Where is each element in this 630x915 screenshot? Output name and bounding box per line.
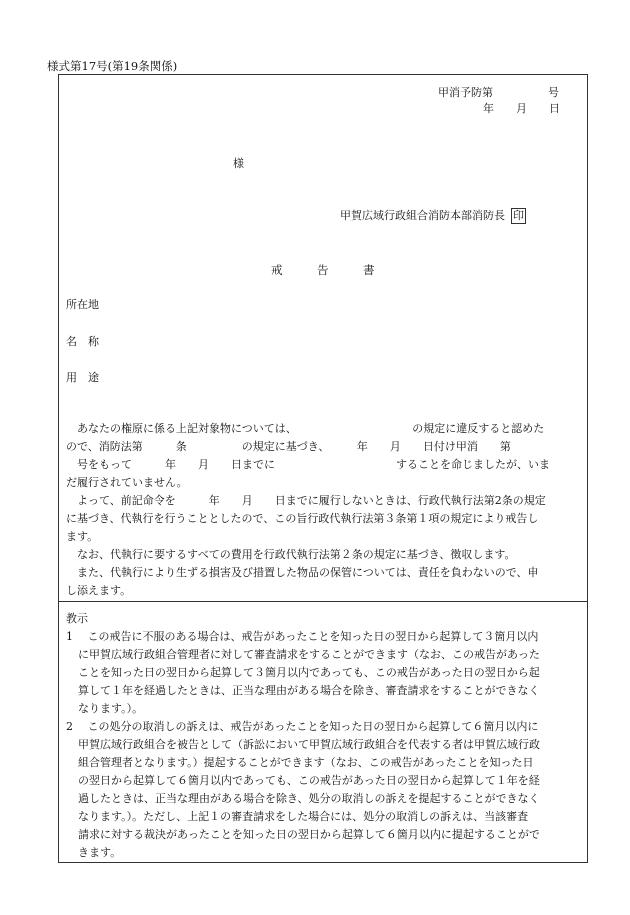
notice-item-2-line: 甲賀広域行政組合を被告として（訴訟において甲賀広域行政組合を代表する者は甲賀広域行政 [78, 738, 540, 751]
notice-item-2-line: なります。）。ただし、上記１の審査請求をした場合には、処分の取消しの訴えは、当該審査 [78, 810, 529, 823]
body-line: だ履行されていません。 [66, 476, 188, 489]
body-line: 号をもって 年 月 日までに することを命じましたが、いま [66, 458, 550, 471]
field-name-label: 名 称 [66, 335, 99, 348]
notice-item-2-line: 2 この処分の取消しの訴えは、戒告があったことを知った日の翌日から起算して６箇月以内に [66, 720, 539, 733]
issuer [340, 207, 526, 224]
document-title: 戒 告 書 [271, 263, 375, 277]
notice-item-1-line: に甲賀広域行政組合管理者に対して審査請求をすることができます（なお、この戒告があった [78, 648, 540, 661]
body-line: なお、代執行に要するすべての費用を行政代執行法第２条の規定に基づき、徴収します。 [66, 548, 516, 561]
notice-item-1-line: 1 この戒告に不服のある場合は、戒告があったことを知った日の翌日から起算して３箇月以内 [66, 630, 539, 643]
notice-item-1-line: ことを知った日の翌日から起算して３箇月以内であっても、この戒告があった日の翌日から起 [78, 666, 540, 679]
form-label: 様式第17号(第19条関係) [47, 59, 178, 73]
addressee-suffix: 様 [233, 157, 244, 170]
body-line: また、代執行により生ずる損害及び措置した物品の保管については、責任を負わないので、申 [66, 566, 539, 579]
notice-item-2-line: 過したときは、正当な理由がある場合を除き、処分の取消しの訴えを提起することができなく [78, 792, 540, 805]
issue-date: 年 月 日 [483, 102, 560, 115]
seal-mark: 印 [513, 209, 524, 222]
body-line: し添えます。 [66, 584, 132, 597]
field-use-label: 用 途 [66, 371, 99, 384]
field-location-label: 所在地 [66, 298, 99, 311]
body-line: よって、前記命令を 年 月 日までに履行しないときは、行政代執行法第2条の規定 [66, 494, 546, 507]
notice-item-2-line: の翌日から起算して６箇月以内であっても、この戒告があった日の翌日から起算して１年を経 [78, 774, 540, 787]
notice-item-2-line: 請求に対する裁決があったことを知った日の翌日から起算して６箇月以内に提起することがで [78, 828, 540, 841]
body-line: ので、消防法第 条 の規定に基づき、 年 月 日付け甲消 第 [66, 440, 511, 453]
body-line: ます。 [66, 530, 99, 543]
doc-number: 甲消予防第 号 [438, 86, 559, 99]
notice-item-1-line: なります。）。 [78, 702, 144, 715]
notice-item-1-line: 算して１年を経過したときは、正当な理由がある場合を除き、審査請求をすることができなく [78, 684, 540, 697]
notice-item-2-line: 組合管理者となります。）提起することができます（なお、この戒告があったことを知った日 [78, 756, 534, 769]
issuer-name: 甲賀広域行政組合消防本部消防長 [340, 209, 505, 222]
notice-item-2-line: きます。 [78, 846, 122, 859]
body-line: あなたの権原に係る上記対象物については、 の規定に違反すると認めた [66, 422, 545, 435]
body-line: に基づき、代執行を行うこととしたので、この旨行政代執行法第３条第１項の規定により戒告し [66, 512, 539, 525]
notice-heading: 教示 [66, 612, 88, 625]
